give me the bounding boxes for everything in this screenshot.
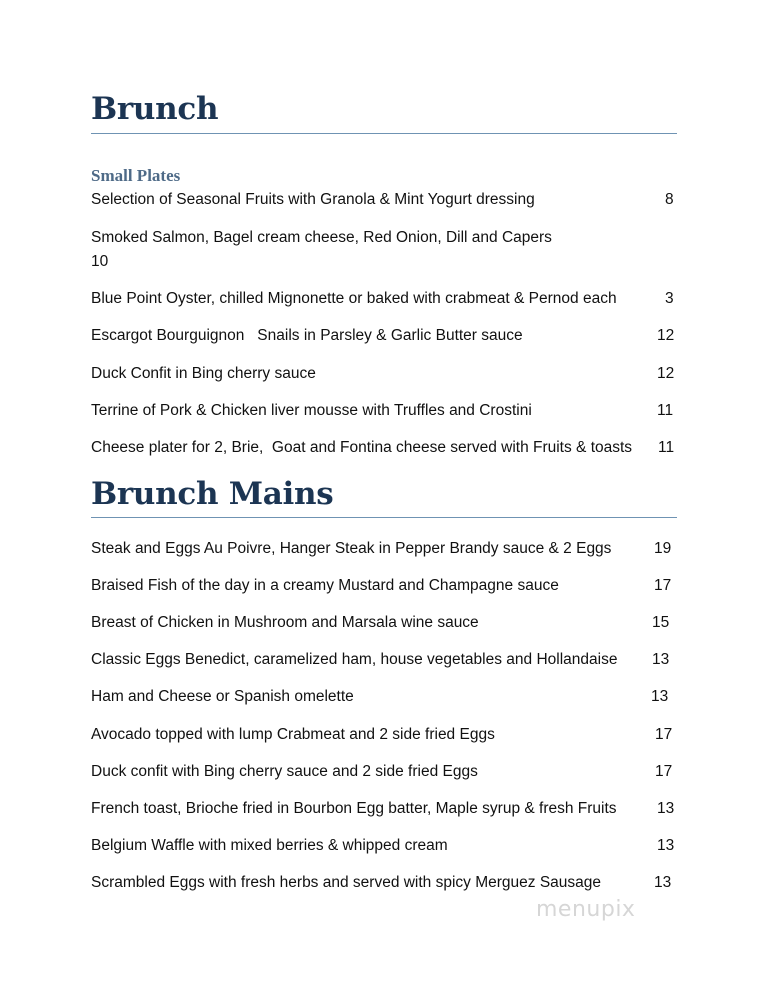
menu-item-price: 13: [654, 874, 672, 891]
menu-item: Escargot Bourguignon Snails in Parsley & Garlic Butter sauce: [91, 327, 523, 344]
menu-item-price: 11: [657, 402, 674, 419]
subheading-small-plates: Small Plates: [91, 166, 181, 185]
menu-item: Selection of Seasonal Fruits with Granola & Mint Yogurt dressing: [91, 191, 535, 208]
menu-item: Braised Fish of the day in a creamy Mustard and Champagne sauce: [91, 577, 559, 594]
section-divider: [91, 133, 677, 134]
menu-item: Classic Eggs Benedict, caramelized ham, house vegetables and Hollandaise: [91, 651, 618, 668]
menu-item-price: 17: [655, 763, 673, 780]
menu-item-price: 19: [654, 540, 672, 557]
menu-item: Ham and Cheese or Spanish omelette: [91, 688, 354, 705]
watermark-logo: menupix: [536, 897, 636, 922]
menu-item: Steak and Eggs Au Poivre, Hanger Steak in Pepper Brandy sauce & 2 Eggs: [91, 540, 612, 557]
menu-item-price: 13: [652, 651, 670, 668]
menu-item-price: 8: [665, 191, 674, 208]
menu-item-price: 3: [665, 290, 674, 307]
menu-item-price: 13: [657, 837, 675, 854]
menu-item-price: 12: [657, 365, 675, 382]
menu-item-price: 13: [657, 800, 675, 817]
menu-item-price: 15: [652, 614, 670, 631]
menu-item: Cheese plater for 2, Brie, Goat and Fontina cheese served with Fruits & toasts: [91, 439, 633, 456]
menu-item: Duck Confit in Bing cherry sauce: [91, 365, 316, 382]
menu-item-price: 17: [654, 577, 672, 594]
menu-item: Terrine of Pork & Chicken liver mousse with Truffles and Crostini: [91, 402, 532, 419]
menu-item-price: 10: [91, 253, 109, 270]
section-title-brunch-mains: Brunch Mains: [91, 476, 334, 512]
menu-item-price: 12: [657, 327, 675, 344]
menu-item: French toast, Brioche fried in Bourbon Egg batter, Maple syrup & fresh Fruits: [91, 800, 617, 817]
menu-item: Blue Point Oyster, chilled Mignonette or baked with crabmeat & Pernod each: [91, 290, 617, 307]
menu-item-price: 17: [655, 726, 673, 743]
menu-item: Scrambled Eggs with fresh herbs and served with spicy Merguez Sausage: [91, 874, 602, 891]
section-title-brunch: Brunch: [91, 91, 219, 127]
menu-item-price: 13: [651, 688, 669, 705]
menu-item: Smoked Salmon, Bagel cream cheese, Red Onion, Dill and Capers: [91, 229, 552, 246]
section-divider: [91, 517, 677, 518]
menu-item-price: 11: [658, 439, 675, 456]
menu-item: Duck confit with Bing cherry sauce and 2 side fried Eggs: [91, 763, 478, 780]
menu-item: Breast of Chicken in Mushroom and Marsala wine sauce: [91, 614, 479, 631]
menu-item: Avocado topped with lump Crabmeat and 2 side fried Eggs: [91, 726, 495, 743]
menu-item: Belgium Waffle with mixed berries & whipped cream: [91, 837, 448, 854]
